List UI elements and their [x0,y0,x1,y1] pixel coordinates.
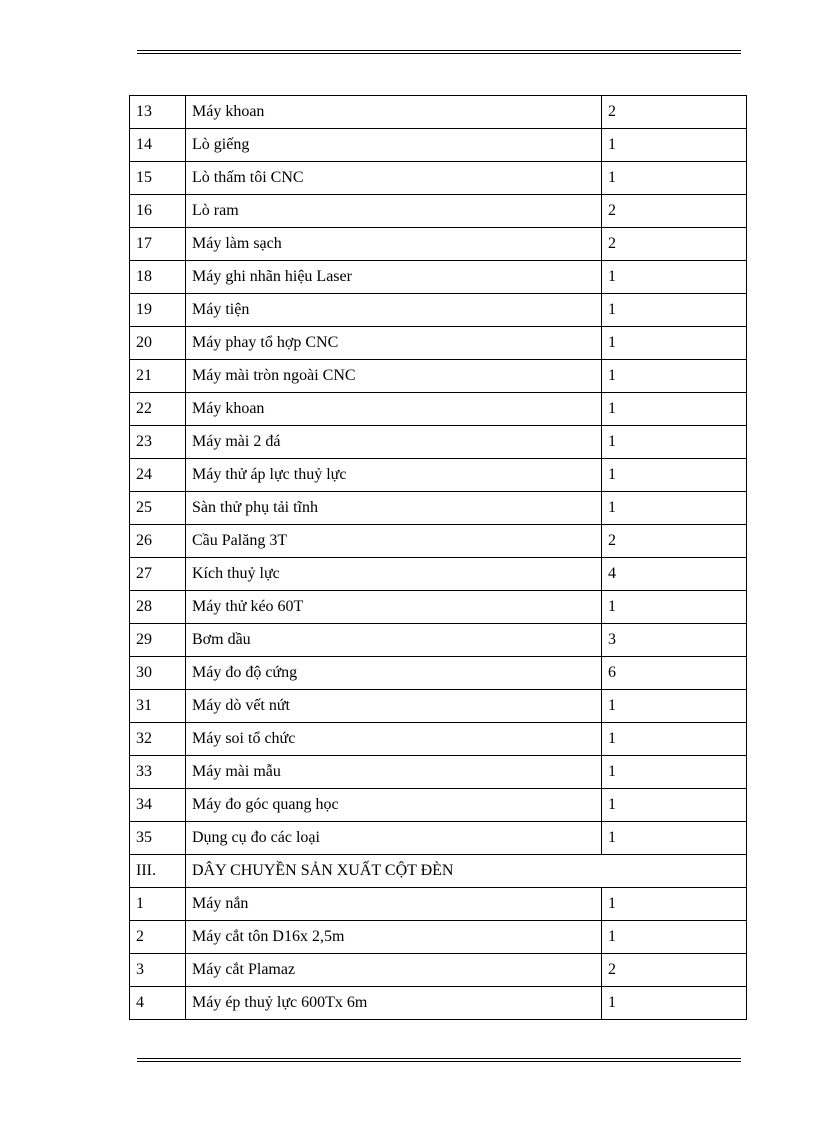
table-row [130,96,747,129]
equipment-quantity: 1 [602,492,747,525]
equipment-name: Máy làm sạch [186,228,602,261]
row-number: 28 [130,591,186,624]
equipment-name: Máy cắt tôn D16x 2,5m [186,921,602,954]
row-number: 29 [130,624,186,657]
row-number: 1 [130,888,186,921]
row-number: 3 [130,954,186,987]
table-row [130,129,747,162]
equipment-quantity: 1 [602,690,747,723]
table-row [130,789,747,822]
table-row [130,921,747,954]
table-row [130,690,747,723]
row-number: 30 [130,657,186,690]
equipment-quantity: 3 [602,624,747,657]
table-row [130,426,747,459]
equipment-table [129,95,747,1020]
table-row [130,756,747,789]
equipment-name: Kích thuỷ lực [186,558,602,591]
equipment-quantity: 1 [602,921,747,954]
table-row [130,723,747,756]
table-row [130,459,747,492]
table-row [130,294,747,327]
equipment-name: Máy ghi nhãn hiệu Laser [186,261,602,294]
equipment-name: Dụng cụ đo các loại [186,822,602,855]
row-number: 35 [130,822,186,855]
row-number: 23 [130,426,186,459]
row-number: 15 [130,162,186,195]
equipment-quantity: 2 [602,195,747,228]
footer-rule [137,1058,741,1062]
table-row [130,954,747,987]
row-number: 27 [130,558,186,591]
equipment-quantity: 1 [602,459,747,492]
row-number: 21 [130,360,186,393]
row-number: 32 [130,723,186,756]
equipment-quantity: 1 [602,294,747,327]
equipment-name: Lò ram [186,195,602,228]
equipment-name: Máy khoan [186,393,602,426]
row-number: 20 [130,327,186,360]
equipment-name: Máy thử áp lực thuỷ lực [186,459,602,492]
table-row [130,195,747,228]
row-number: 31 [130,690,186,723]
row-number: 22 [130,393,186,426]
row-number: 13 [130,96,186,129]
table-row [130,558,747,591]
row-number: 14 [130,129,186,162]
table-row [130,261,747,294]
equipment-quantity: 2 [602,954,747,987]
table-row [130,327,747,360]
row-number: 17 [130,228,186,261]
equipment-name: Máy mài tròn ngoài CNC [186,360,602,393]
equipment-name: Máy tiện [186,294,602,327]
equipment-quantity: 4 [602,558,747,591]
table-row [130,624,747,657]
equipment-quantity: 1 [602,426,747,459]
equipment-name: Máy đo góc quang học [186,789,602,822]
section-header-row [130,855,747,888]
row-number: 18 [130,261,186,294]
equipment-quantity: 1 [602,591,747,624]
row-number: 2 [130,921,186,954]
row-number: 25 [130,492,186,525]
table-row [130,360,747,393]
table-row [130,657,747,690]
row-number: 26 [130,525,186,558]
equipment-name: Máy mài 2 đá [186,426,602,459]
equipment-quantity: 2 [602,96,747,129]
equipment-name: Cầu Palăng 3T [186,525,602,558]
row-number: 19 [130,294,186,327]
table-row [130,393,747,426]
equipment-name: Máy thử kéo 60T [186,591,602,624]
equipment-quantity: 1 [602,327,747,360]
equipment-quantity: 1 [602,360,747,393]
equipment-name: Lò thấm tôi CNC [186,162,602,195]
section-title: DÂY CHUYỀN SẢN XUẤT CỘT ĐÈN [186,855,747,888]
equipment-quantity: 1 [602,393,747,426]
row-number: 24 [130,459,186,492]
table-row [130,492,747,525]
table-row [130,888,747,921]
equipment-name: Máy cắt Plamaz [186,954,602,987]
table-row [130,228,747,261]
row-number: 16 [130,195,186,228]
equipment-name: Máy ép thuỷ lực 600Tx 6m [186,987,602,1020]
equipment-quantity: 1 [602,261,747,294]
equipment-name: Máy khoan [186,96,602,129]
equipment-quantity: 2 [602,228,747,261]
section-number: III. [130,855,186,888]
equipment-quantity: 1 [602,129,747,162]
equipment-quantity: 1 [602,822,747,855]
equipment-quantity: 1 [602,162,747,195]
row-number: 34 [130,789,186,822]
table-row [130,162,747,195]
equipment-name: Máy mài mẫu [186,756,602,789]
table-row [130,591,747,624]
table-row [130,525,747,558]
header-rule [137,50,741,54]
equipment-quantity: 1 [602,888,747,921]
table-row [130,822,747,855]
equipment-name: Máy đo độ cứng [186,657,602,690]
equipment-name: Máy phay tổ hợp CNC [186,327,602,360]
table-row [130,987,747,1020]
row-number: 33 [130,756,186,789]
equipment-name: Sàn thử phụ tải tĩnh [186,492,602,525]
equipment-quantity: 2 [602,525,747,558]
equipment-name: Máy soi tổ chức [186,723,602,756]
equipment-quantity: 1 [602,789,747,822]
equipment-quantity: 1 [602,723,747,756]
equipment-quantity: 6 [602,657,747,690]
equipment-name: Máy dò vết nứt [186,690,602,723]
equipment-name: Bơm dầu [186,624,602,657]
equipment-name: Lò giếng [186,129,602,162]
equipment-name: Máy nắn [186,888,602,921]
equipment-quantity: 1 [602,756,747,789]
row-number: 4 [130,987,186,1020]
equipment-quantity: 1 [602,987,747,1020]
